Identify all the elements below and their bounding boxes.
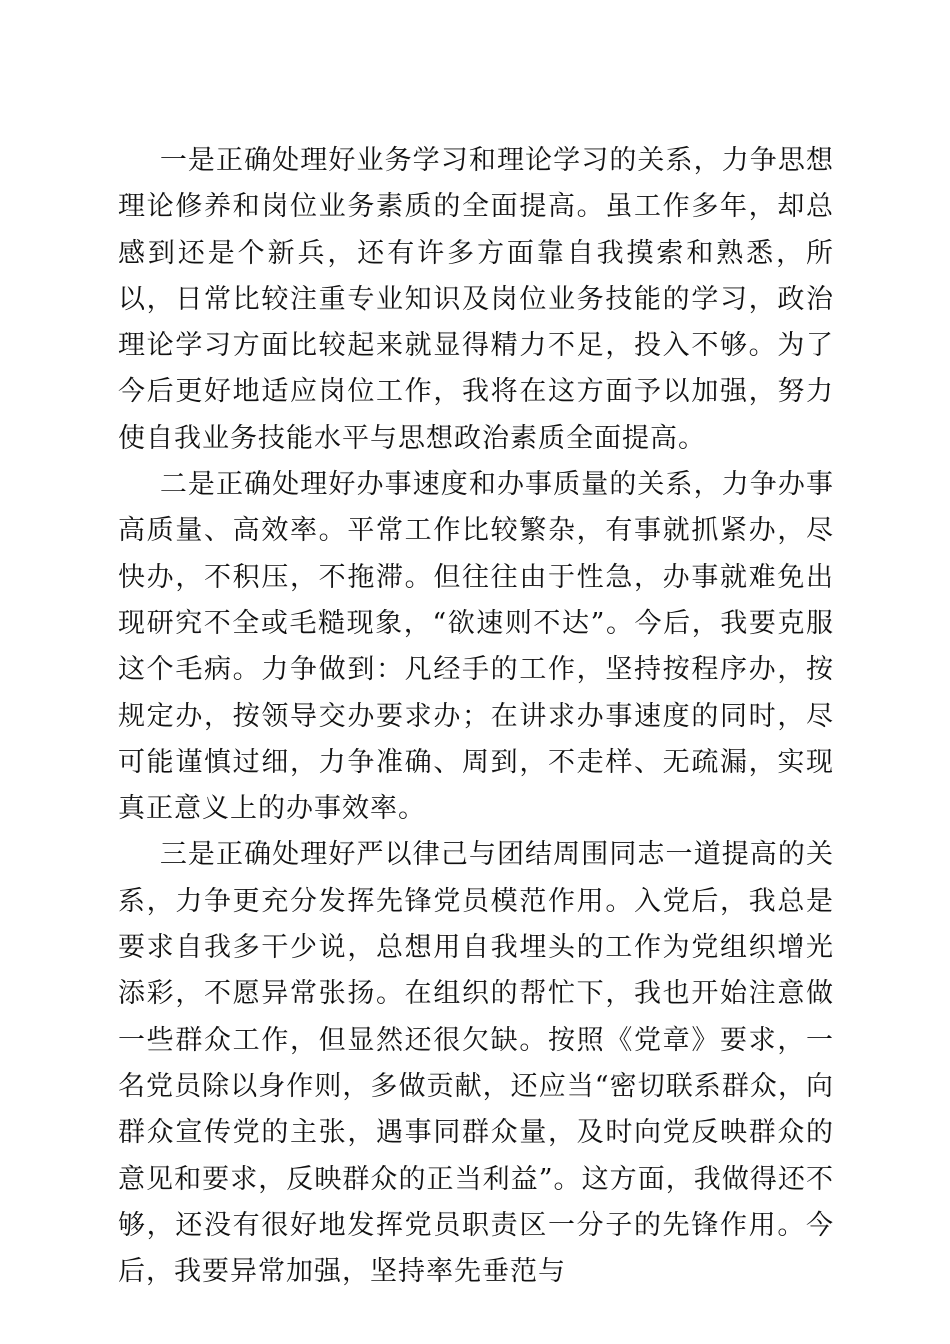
paragraph-1: 一是正确处理好业务学习和理论学习的关系，力争思想理论修养和岗位业务素质的全面提高。虽工作多年，却总感到还是个新兵，还有许多方面靠自我摸索和熟悉，所以，日常比较注重专业知识及岗位业务技能的学习，政治理论学习方面比较起来就显得精力不足，投入不够。为了今后更好地适应岗位工作，我将在这方面予以加强，努力使自我业务技能水平与思想政治素质全面提高。 xyxy=(118,145,834,454)
document-body xyxy=(118,138,834,1295)
paragraph-2: 二是正确处理好办事速度和办事质量的关系，力争办事高质量、高效率。平常工作比较繁杂，有事就抓紧办，尽快办，不积压，不拖滞。但往往由于性急，办事就难免出现研究不全或毛糙现象，“欲速则不达”。今后，我要克服这个毛病。力争做到：凡经手的工作，坚持按程序办，按规定办，按领导交办要求办；在讲求办事速度的同时，尽可能谨慎过细，力争准确、周到，不走样、无疏漏，实现真正意义上的办事效率。 xyxy=(118,469,834,825)
paragraph-3: 三是正确处理好严以律己与团结周围同志一道提高的关系，力争更充分发挥先锋党员模范作用。入党后，我总是要求自我多干少说，总想用自我埋头的工作为党组织增光添彩，不愿异常张扬。在组织的帮忙下，我也开始注意做一些群众工作，但显然还很欠缺。按照《党章》要求，一名党员除以身作则，多做贡献，还应当“密切联系群众，向群众宣传党的主张，遇事同群众量，及时向党反映群众的意见和要求，反映群众的正当利益”。这方面，我做得还不够，还没有很好地发挥党员职责区一分子的先锋作用。今后，我要异常加强，坚持率先垂范与 xyxy=(118,839,834,1288)
